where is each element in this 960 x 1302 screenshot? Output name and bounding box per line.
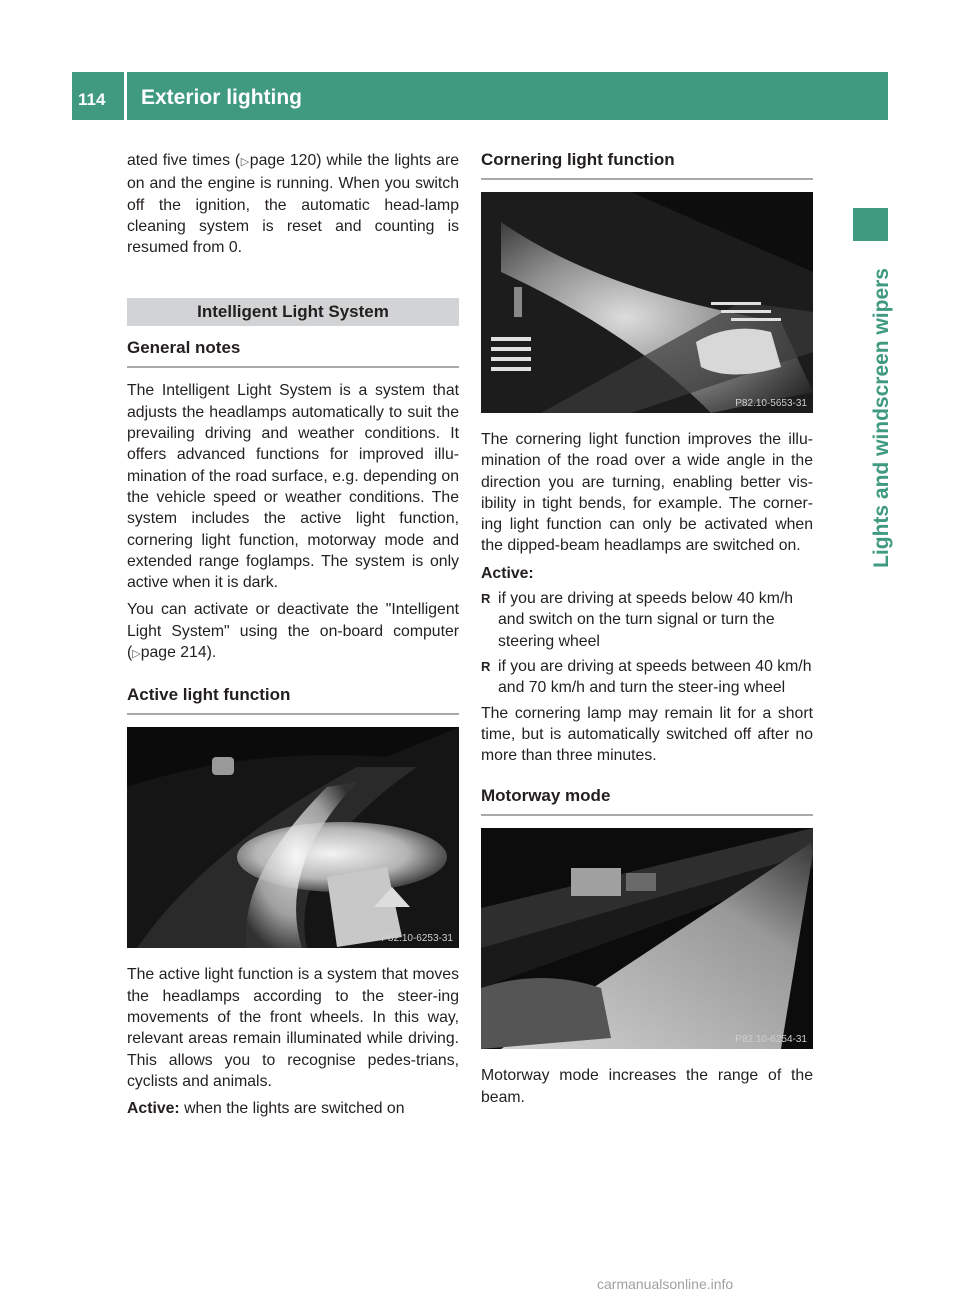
- cornering-active-label: Active:: [481, 564, 534, 582]
- general-notes-paragraph: The Intelligent Light System is a system that adjusts the headlamps automatically to suit the prevailing driving and weather conditions. It offers advanced functions for improved illu-mination of the road surface, e.g. depending on the vehicle speed or weather conditions. The system includes the active light function, cornering light function, motorway mode and extended range foglamps. The system is only active when it is dark.: [127, 382, 459, 592]
- cornering-illustration: [481, 192, 813, 413]
- cornering-bullet-list: [481, 588, 813, 698]
- triangle-right-icon[interactable]: ▷: [240, 156, 250, 168]
- list-item: R if you are driving at speeds below 40 km/h and switch on the turn signal or turn the steering wheel: [481, 590, 794, 650]
- section-title-band: Intelligent Light System: [127, 298, 459, 326]
- left-column: [127, 150, 459, 1125]
- figure-code: P82.10-6253-31: [381, 933, 453, 945]
- general-notes-activation-paragraph: You can activate or deactivate the "Intelligent Light System" using the on-board computer (▷page 214).: [127, 601, 459, 662]
- right-column: [481, 150, 813, 1114]
- active-light-heading: Active light function: [127, 685, 459, 715]
- intro-paragraph: ated five times (▷page 120) while the lights are on and the engine is running. When you switch off the ignition, the automatic head-lamp cleaning system is reset and counting is resumed from 0.: [127, 152, 459, 257]
- active-light-figure: [127, 727, 459, 948]
- triangle-right-icon[interactable]: ▷: [132, 648, 141, 661]
- page-number: 114: [78, 90, 106, 109]
- motorway-paragraph: Motorway mode increases the range of the beam.: [481, 1067, 813, 1106]
- side-tab-label: Lights and windscreen wipers: [870, 268, 893, 568]
- active-light-illustration: [127, 727, 459, 948]
- header-divider: [124, 72, 127, 120]
- motorway-heading: Motorway mode: [481, 786, 813, 816]
- figure-code: P82.10-6254-31: [735, 1034, 807, 1046]
- bullet-icon: R: [481, 658, 491, 674]
- cornering-figure: [481, 192, 813, 413]
- figure-code: P82.10-5653-31: [735, 398, 807, 409]
- motorway-illustration: [481, 828, 813, 1049]
- cornering-duration-paragraph: The cornering lamp may remain lit for a short time, but is automatically switched off after no more than three minutes.: [481, 704, 813, 765]
- bullet-icon: R: [481, 591, 491, 607]
- active-light-paragraph: The active light function is a system that moves the headlamps according to the steer-ing movements of the front wheels. In this way, relevant areas remain illuminated while driving. This allows you to recognise pedes-trians, cyclists and animals.: [127, 966, 459, 1090]
- list-item: R if you are driving at speeds between 40 km/h and 70 km/h and turn the steer-ing wheel: [481, 657, 812, 697]
- cornering-heading: Cornering light function: [481, 150, 813, 180]
- page-title: Exterior lighting: [141, 86, 303, 109]
- watermark: carmanualsonline.info: [597, 1276, 734, 1292]
- side-tab-marker: [853, 208, 888, 241]
- cornering-paragraph: The cornering light function improves the illu-mination of the road over a wide angle in the direction you are turning, enabling better vis-ibility in tight bends, for example. The corner-ing light function can only be activated when the dipped-beam headlamps are switched on.: [481, 431, 813, 555]
- general-notes-heading: General notes: [127, 338, 459, 368]
- active-light-active-line: Active: when the lights are switched on: [127, 1100, 405, 1118]
- motorway-figure: [481, 828, 813, 1049]
